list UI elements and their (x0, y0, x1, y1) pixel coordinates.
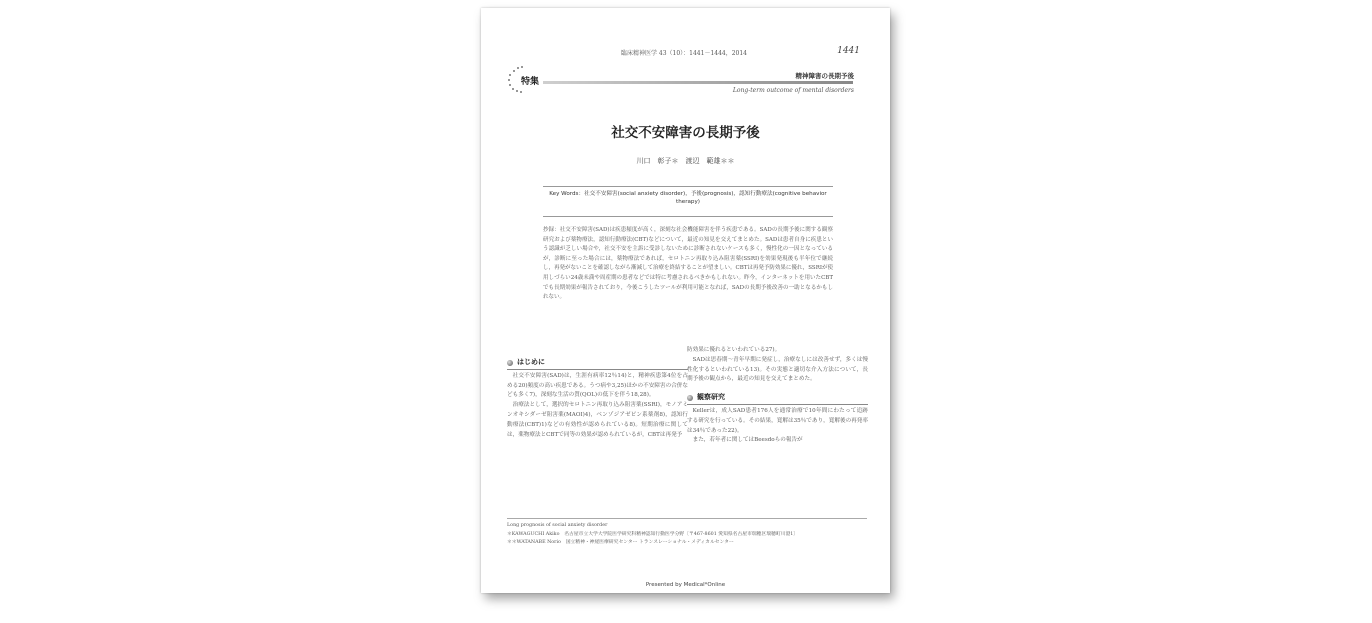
journal-citation: 臨床精神医学 43（10）：1441－1444，2014 (621, 50, 747, 57)
intro-heading-text: はじめに (517, 358, 545, 366)
presented-by: Presented by Medical*Online (645, 582, 726, 588)
obs-paragraph-1: Kellerは，成人SAD患者176人を通常治療で10年間にわたって追跡する研究を行っている。その結果，寛解は35％であり，寛解後の再発率は34％であった22)。 (687, 407, 868, 434)
special-divider (543, 81, 853, 84)
keywords-rule-bottom (543, 216, 833, 217)
section-heading-observational (687, 393, 868, 405)
intro-paragraph-2: 治療法として，選択的セロトニン再取り込み阻害薬(SSRI)，モノアミンオキシダーゼ阻害薬(MAOI)4)，ベンゾジアゼピン系薬剤8)，認知行動療法(CBT)1)などの有効性が認められている8)。短期治療に関しては，薬物療法とCBTで同等の効果が認められているが，CBTは再発予 (507, 402, 688, 438)
special-label: 特集 (521, 77, 540, 87)
abstract: 抄録：社交不安障害(SAD)は疾患頻度が高く，深刻な社会機能障害を伴う疾患である。SADの長期予後に関する観察研究および薬物療法，認知行動療法(CBT)などについて，最近の知見を交えてまとめた。SADは患者自身に疾患という認識が乏しい場合や，社交不安を主訴に受診しないために診断されないケースも多く，慢性化の一因となっているが，診断に至った場合には，薬物療法であれば，セロトニン再取り込み阻害薬(SSRI)を効果発現後も半年位で継続し，再発がないことを確認しながら漸減して治療を終結することが望ましい。CBTは再発予防効果に優れ，SSRIが使用しづらい24歳未満や周産期の患者などでは特に考慮されるべきかもしれない。昨今，インターネットを用いたCBTでも長期効果が報告されており，今後こうしたツールが利用可能となれば，SADの長期予後改善の一助となるかもしれない。 (543, 227, 834, 301)
right-column (687, 346, 868, 446)
section-bullet-icon (507, 360, 513, 366)
left-column (507, 352, 688, 440)
keywords-rule-top (543, 186, 833, 187)
section-heading-intro (507, 358, 688, 370)
footnote-author-1: ＊KAWAGUCHI Akiko 名古屋市立大学大学院医学研究科精神認知行動医学分野〔〒467-8601 愛知県名古屋市瑞穂区瑞穂町川澄1〕 (507, 531, 799, 537)
obs-paragraph-2: また，若年者に関してはBeesdoらの報告が (692, 437, 803, 444)
footnote-author-2: ＊＊WATANABE Norio 国立精神・神経医療研究センター トランスレーショナル・メディカルセンター (507, 540, 734, 545)
authors: 川口 彰子＊ 渡辺 範雄＊＊ (636, 157, 735, 165)
special-title-en: Long-term outcome of mental disorders (732, 87, 854, 94)
article-title: 社交不安障害の長期予後 (611, 125, 760, 141)
journal-page (481, 8, 890, 593)
special-title-ja: 精神障害の長期予後 (795, 72, 854, 80)
section-bullet-icon (687, 395, 693, 401)
right-paragraph-2: SADは思春期～青年早期に発症し，治療なしには改善せず，多くは慢性化するといわれている13)。その実態と適切な介入方法について，長期予後の観点から，最近の知見を交えてまとめた。 (687, 356, 868, 383)
footnote-rule (507, 518, 867, 519)
keywords: Key Words：社交不安障害(social anxiety disorder)，予後(prognosis)，認知行動療法(cognitive behavior therapy) (549, 191, 827, 205)
right-paragraph-1: 防効果に優れるといわれている27)。 (687, 347, 781, 353)
footnotes (507, 522, 867, 548)
page-number: 1441 (837, 46, 860, 56)
footnote-english-title: Long prognosis of social anxiety disorder (507, 523, 608, 528)
obs-heading-text: 観察研究 (697, 393, 725, 402)
intro-paragraph-1: 社交不安障害(SAD)は，生涯有病率12％14)と，精神疾患第4位を占める20)頻度の高い疾患である。うつ病や3,25)ほかの不安障害の合併なども多く7)，深刻な生活の質(QOL)の低下を伴う18,28)。 (507, 372, 688, 399)
